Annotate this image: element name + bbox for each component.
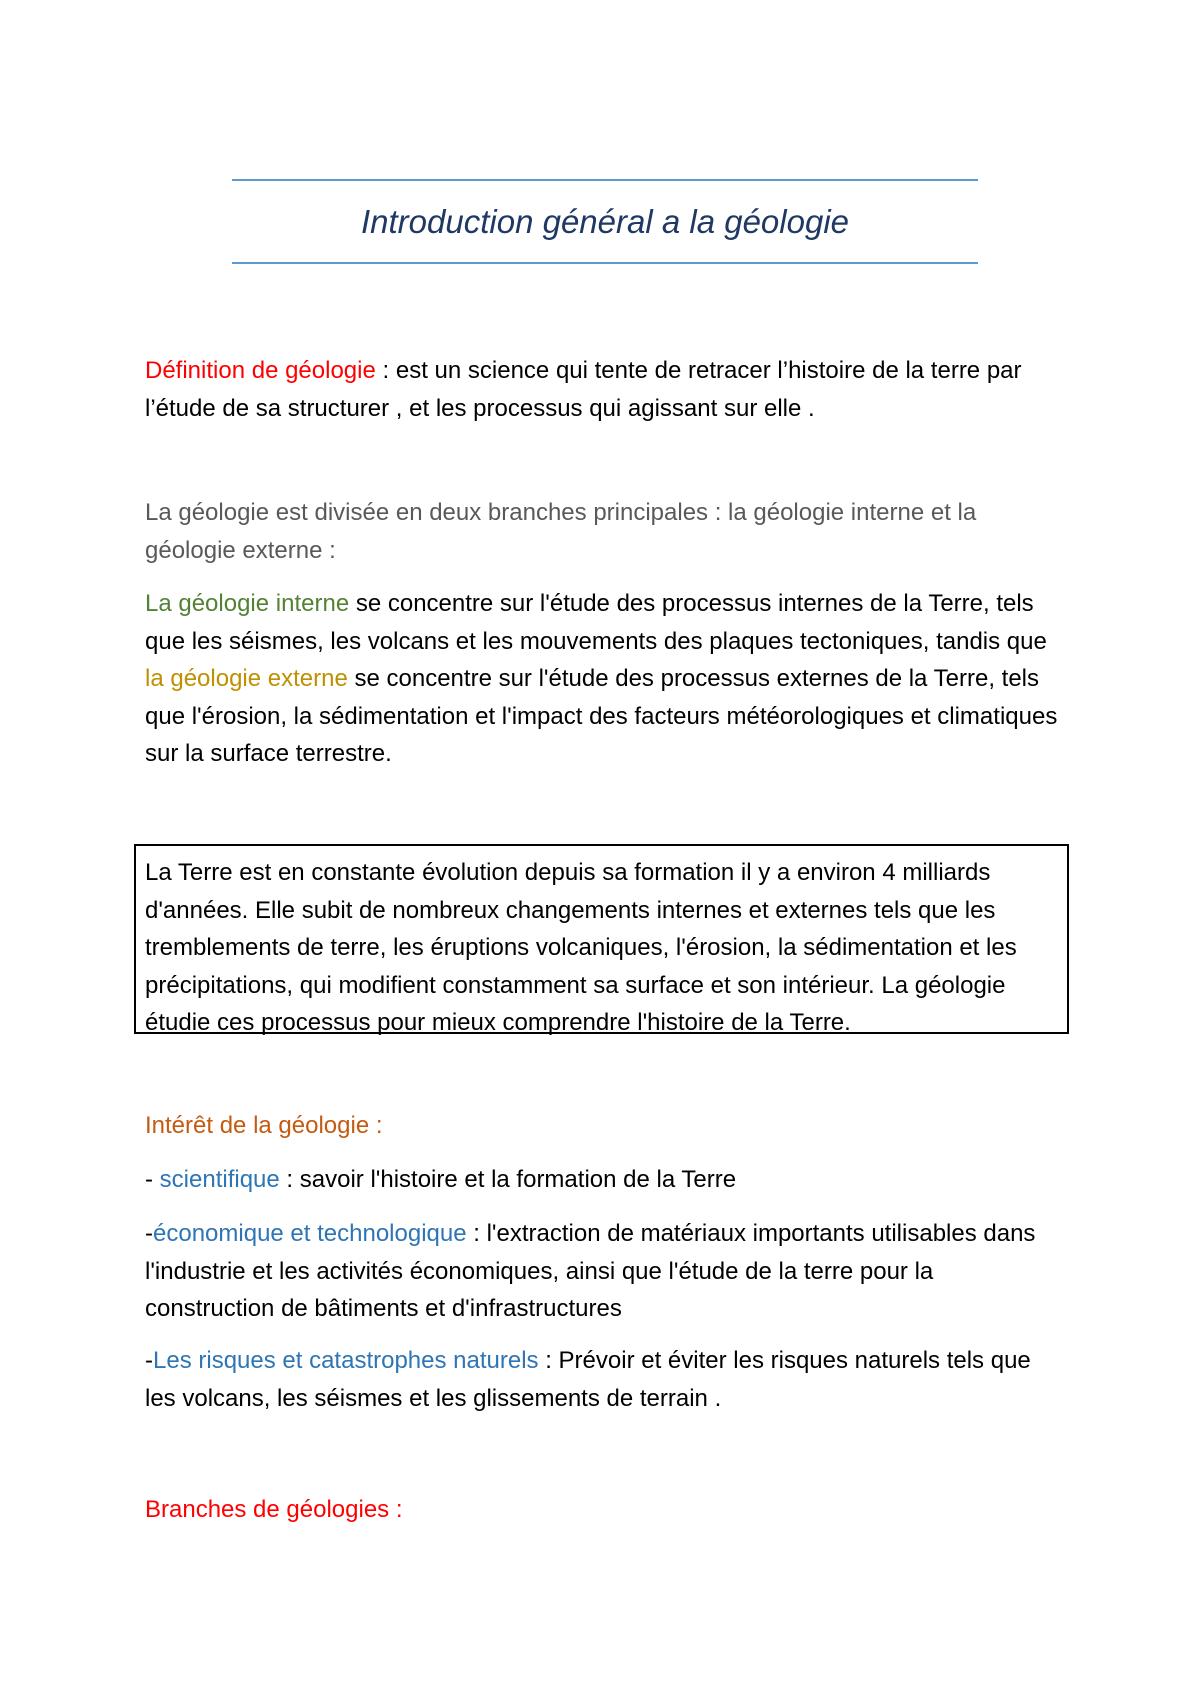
branches-detail-paragraph bbox=[145, 585, 1065, 773]
interet-item-scientifique bbox=[145, 1161, 1065, 1199]
branches-heading: Branches de géologies : bbox=[145, 1496, 403, 1523]
title-rule-bottom bbox=[232, 262, 978, 264]
definition-term: Définition de géologie bbox=[145, 357, 376, 384]
interet-item-term: scientifique bbox=[159, 1166, 280, 1193]
interet-item-text: : Prévoir et éviter les risques naturels tels que les volcans, les séismes et les glissements de terrain . bbox=[145, 1347, 1031, 1412]
geologie-interne-term: La géologie interne bbox=[145, 590, 350, 617]
interet-item-economique bbox=[145, 1215, 1065, 1328]
geologie-interne-text: se concentre sur l'étude des processus internes de la Terre, tels que les séismes, les volcans et les mouvements des plaques tectoniques, tandis que bbox=[145, 590, 1047, 655]
definition-text: : est un science qui tente de retracer l’histoire de la terre par l’étude de sa structurer , et les processus qui agissant sur elle . bbox=[145, 357, 1022, 422]
geologie-externe-term: la géologie externe bbox=[145, 665, 348, 692]
document-title: Introduction général a la géologie bbox=[360, 203, 850, 240]
interet-item-text: : savoir l'histoire et la formation de la Terre bbox=[279, 1166, 737, 1193]
interet-item-prefix: - bbox=[145, 1220, 153, 1247]
interet-item-term: Les risques et catastrophes naturels bbox=[153, 1347, 539, 1374]
title-rule-top bbox=[232, 179, 978, 181]
geologie-externe-text: se concentre sur l'étude des processus externes de la Terre, tels que l'érosion, la sédimentation et l'impact des facteurs météorologiques et climatiques sur la surface terrestre. bbox=[145, 665, 1058, 767]
interet-item-text: : l'extraction de matériaux importants utilisables dans l'industrie et les activités économiques, ainsi que l'étude de la terre pour la construction de bâtiments et d'infrastructures bbox=[145, 1220, 1036, 1322]
interet-item-risques bbox=[145, 1342, 1065, 1417]
interet-item-term: économique et technologique bbox=[153, 1220, 467, 1247]
branches-intro-paragraph: La géologie est divisée en deux branches principales : la géologie interne et la géologie externe : bbox=[145, 499, 977, 564]
definition-paragraph bbox=[145, 352, 1065, 427]
interet-item-prefix: - bbox=[145, 1347, 153, 1374]
interet-heading: Intérêt de la géologie : bbox=[145, 1112, 383, 1139]
interet-item-prefix: - bbox=[145, 1166, 160, 1193]
highlight-box: La Terre est en constante évolution depuis sa formation il y a environ 4 milliards d'années. Elle subit de nombreux changements internes et externes tels que les tremblements de terre, les éruptions volcaniques, l'érosion, la sédimentation et les précipitations, qui modifient constamment sa surface et son intérieur. La géologie étudie ces processus pour mieux comprendre l'histoire de la Terre. bbox=[134, 844, 1069, 1034]
